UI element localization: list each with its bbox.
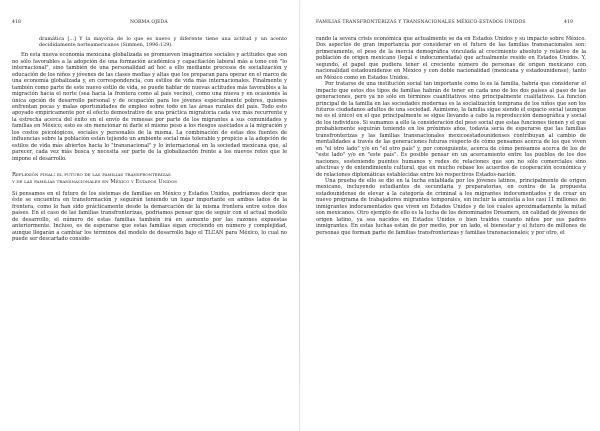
body-paragraph: rando la severa crisis económica que actualmente se da en Estados Unidos y su impacto sobre México. Dos aspectos de gran importancia por considerar en el futuro de las familias transnacionales son: primeramente, el peso de la inercia demográfica vinculada al crecimiento absoluto y relativo de la población de origen mexicano (legal e indocumentada) que actualmente reside en Estados Unidos. Y, segundo, el papel que pudiera tener el creciente número de personas de origen mexicano con nacionalidad estadounidense en México y con doble nacionalidad (mexicana y estadounidense), tanto en México como en Estados Unidos. bbox=[316, 36, 586, 81]
running-head: FAMILIAS TRANSFRONTERIZAS Y TRANSNACIONALES MÉXICO-ESTADOS UNIDOS bbox=[316, 20, 526, 25]
right-page bbox=[300, 0, 600, 431]
body-paragraph: Si pensamos en el futuro de los sistemas de familias en México y Estados Unidos, podríamos decir que éste se encuentra en transformación y seguirán teniendo un lugar importante en ambos lados de la frontera, como lo han sido prácticamente desde la demarcación de la misma frontera entre estos dos países. En el caso de las familias transfronterizas, podríamos pensar que de seguir con el actual modelo de desarrollo, el número de estas familias también irá en aumento por las razones expuestas anteriormente. Incluso, es de esperarse que estas familias sigan creciendo en número y complejidad, aunque llegarán a cambiar los términos del modelo de desarrollo bajo el TLCAN para México, lo cual no puede ser descartado conside- bbox=[12, 190, 287, 243]
section-heading-line2: y de las familias transnacionales en México y Estados Unidos bbox=[12, 178, 177, 185]
body-paragraph: Una prueba de ello se dio en la lucha entablada por los jóvenes latinos, principalmente de origen mexicano, incluyendo estudiantes de secundaria y preparatorias, en contra de la propuesta estadounidense de elevar a la categoría de criminal a los migrantes indocumentados y de crear un nuevo programa de trabajadores migrantes temporales, sin incluir la amnistía a los casi 11 millones de inmigrantes indocumentados que viven en Estados Unidos y de los cuales aproximadamente la mitad son mexicanos. Otro ejemplo de ello es la lucha de los denominados Dreamers, en calidad de jóvenes de origen latino, ya sea nacidos en Estados Unidos o bien traídos cuando niños por sus padres inmigrantes. En estas luchas están de por medio, por un lado, el bienestar y el futuro de millones de personas que forman parte de familias transfronterizas y familias transnacionales; y por otro, el bbox=[316, 177, 586, 236]
body-paragraph: Por tratarse de una institución social tan importante como lo es la familia, habría que considerar el impacto que estos dos tipos de familias habrán de tener en cada uno de los dos países al paso de las generaciones, pero ya no sólo en términos cuantitativos sino principalmente cualitativos. La función principal de la familia en las sociedades modernas es la socialización temprana de los niños que son los futuros ciudadanos adultos de una sociedad. Asimismo, la familia sigue siendo el espacio social (aunque no es el único) en el que principalmente se sigue llevando a cabo la reproducción demográfica y social de los individuos. Si sumamos a ello la consideración del peso social que estas funciones tienen y el que probablemente seguirán teniendo en los próximos años, todavía sería de esperarse que las familias transfronterizas y las familias transnacionales mexicoestadounidenses contribuyan al cambio de mentalidades a través de las generaciones futuras respecto de cómo pensamos acerca de los que viven en "el otro lado" y/o en "el otro país" y, por consiguiente, acerca de cómo pensamos acerca de los de "este lado" y/o en "este país". Es posible pensar en un acercamiento entre los pueblos de los dos naciones, sosteniendo puentes humanos y redes de relaciones que son no sólo comerciales sino afectivas y de entendimiento cultural, que en mucho rebase los acuerdos de cooperación económica y de relaciones diplomáticas establecidas entre los respectivos Estados-nación. bbox=[316, 81, 586, 178]
section-heading: Reflexión final: el futuro de las familias transfronterizas bbox=[12, 172, 171, 179]
right-body bbox=[316, 36, 586, 236]
running-head: NORMA OJEDA bbox=[130, 20, 168, 25]
left-body bbox=[12, 36, 287, 243]
body-paragraph: En esta nueva economía mexicana globalizada se promueven imaginarios sociales y actitudes que son no sólo favorables a la adopción de una formación académica y capacitación laboral más a tono con "lo internacional", sino también de una personalidad ad hoc a ello mediante procesos de socialización y educación de los niños y jóvenes de las clases medias y altas que los preparan para operar en el marco de una economía globalizada y, en correspondencia, con estilos de vida más internacionales. Finalmente y también como parte de este nuevo estilo de vida, se puede hablar de nuevas actitudes más favorables a la migración hacia el norte (sea hacia la frontera como al país vecino), como una nueva y en ocasiones la única opción de desarrollo personal y de ocupación para los jóvenes especialmente pobres, quienes enfrentan pocas y malas oportunidades de empleo sobre todo en las áreas rurales del país. Todo esto apoyado empíricamente por el efecto demostrativo de una práctica migratoria cada vez más recurrente y la estrecha acerca del éxito en el envío de remesas por parte de los migrantes a sus comunidades y familias en México; esto es sin mencionar ni darle el mismo peso a los riesgos asociados a la migración y los costos psicológicos, sociales y personales de la misma. La combinación de estas dos fuentes de influencias sobre la población están tejiendo un ambiente social más tolerable y propicio a la adopción de estilos de vida más abiertos hacia lo "transnacional" y lo internacional en la sociedad mexicana que, al parecer, cada vez más busca y necesita ser parte de la globalización frente a los nuevos retos que le impone el desarrollo. bbox=[12, 52, 287, 162]
block-quote: dramática [...] Y la mayoría de lo que es nuevo y diferente tiene una actitud y un acento decididamente norteamericanos (Simmen, 1996:129). bbox=[39, 36, 287, 49]
page-number: 419 bbox=[564, 20, 574, 25]
page-number: 418 bbox=[12, 20, 22, 25]
